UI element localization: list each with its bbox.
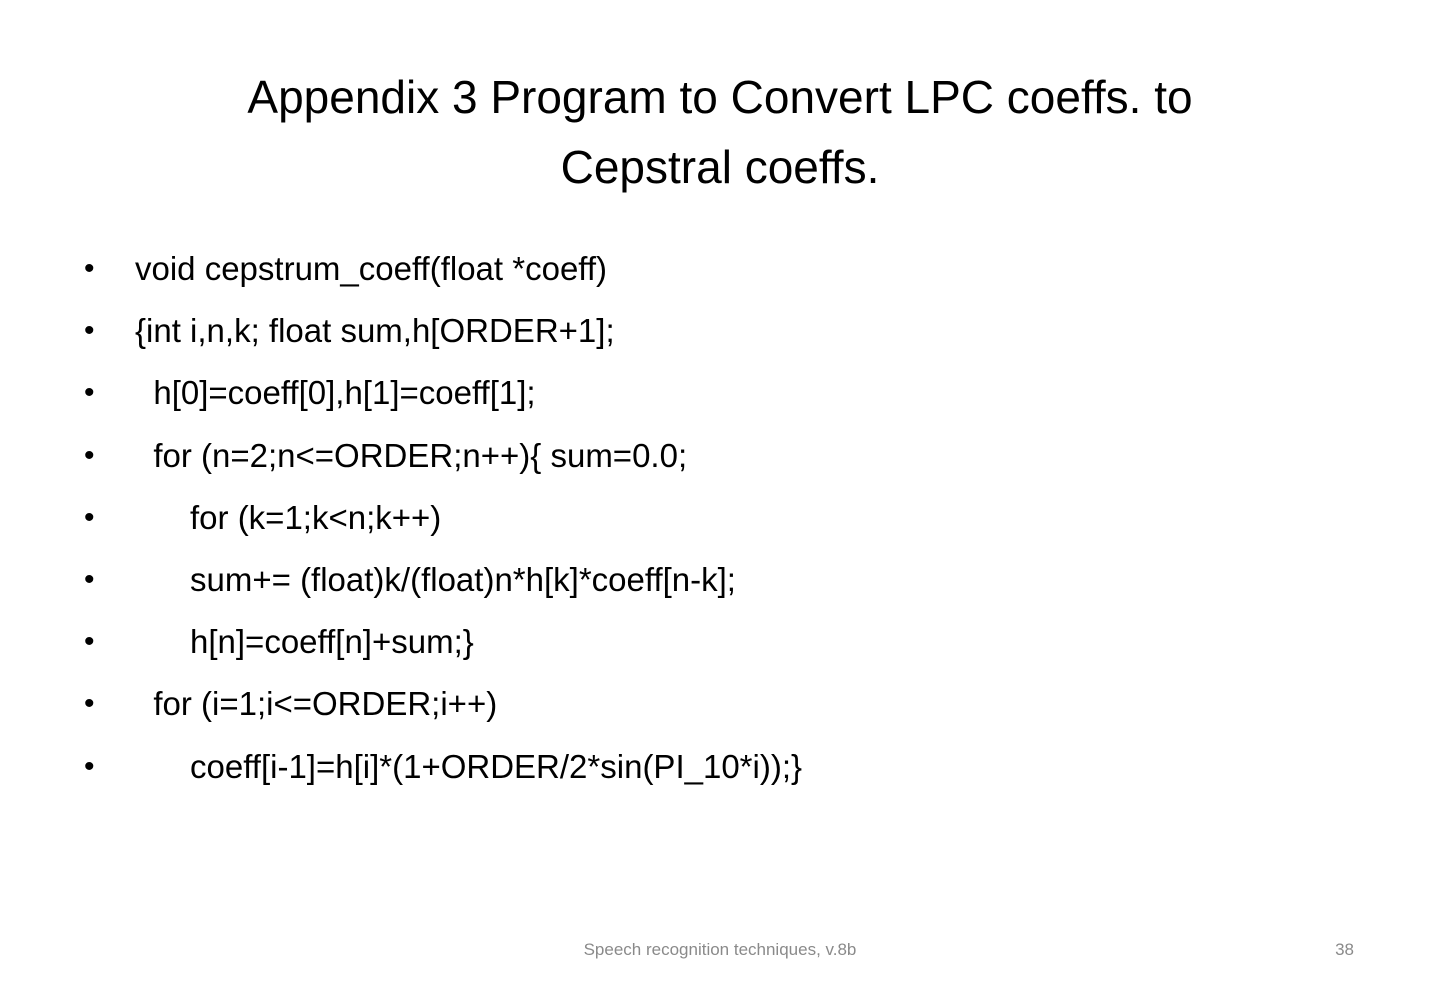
slide-title-line-1: Appendix 3 Program to Convert LPC coeffs. to bbox=[247, 71, 1193, 123]
bullet-item bbox=[84, 611, 802, 673]
bullet-item bbox=[84, 673, 802, 735]
bullet-text: sum+= (float)k/(float)n*h[k]*coeff[n-k]; bbox=[135, 561, 736, 599]
code-bullet-list bbox=[84, 238, 802, 798]
bullet-dot-icon: • bbox=[84, 625, 95, 659]
bullet-dot-icon: • bbox=[84, 252, 95, 286]
bullet-item bbox=[84, 300, 802, 362]
bullet-text: void cepstrum_coeff(float *coeff) bbox=[135, 250, 608, 288]
bullet-text: h[0]=coeff[0],h[1]=coeff[1]; bbox=[135, 374, 536, 412]
page-number: 38 bbox=[1335, 940, 1354, 959]
bullet-item bbox=[84, 549, 802, 611]
bullet-dot-icon: • bbox=[84, 687, 95, 721]
bullet-dot-icon: • bbox=[84, 749, 95, 783]
bullet-text: h[n]=coeff[n]+sum;} bbox=[135, 623, 474, 661]
slide-title-line-2: Cepstral coeffs. bbox=[560, 141, 880, 193]
bullet-dot-icon: • bbox=[84, 314, 95, 348]
slide-title bbox=[120, 62, 1320, 202]
bullet-text: coeff[i-1]=h[i]*(1+ORDER/2*sin(PI_10*i));} bbox=[135, 747, 803, 785]
bullet-item bbox=[84, 736, 802, 798]
bullet-dot-icon: • bbox=[84, 376, 95, 410]
slide-footer: Speech recognition techniques, v.8b bbox=[583, 940, 857, 959]
bullet-text: for (k=1;k<n;k++) bbox=[135, 498, 442, 536]
bullet-dot-icon: • bbox=[84, 438, 95, 472]
bullet-dot-icon: • bbox=[84, 563, 95, 597]
bullet-item bbox=[84, 487, 802, 549]
bullet-text: for (i=1;i<=ORDER;i++) bbox=[135, 685, 498, 723]
bullet-item bbox=[84, 362, 802, 424]
bullet-text: for (n=2;n<=ORDER;n++){ sum=0.0; bbox=[135, 436, 688, 474]
bullet-dot-icon: • bbox=[84, 500, 95, 534]
bullet-item bbox=[84, 238, 802, 300]
bullet-text: {int i,n,k; float sum,h[ORDER+1]; bbox=[135, 312, 615, 350]
bullet-item bbox=[84, 425, 802, 487]
